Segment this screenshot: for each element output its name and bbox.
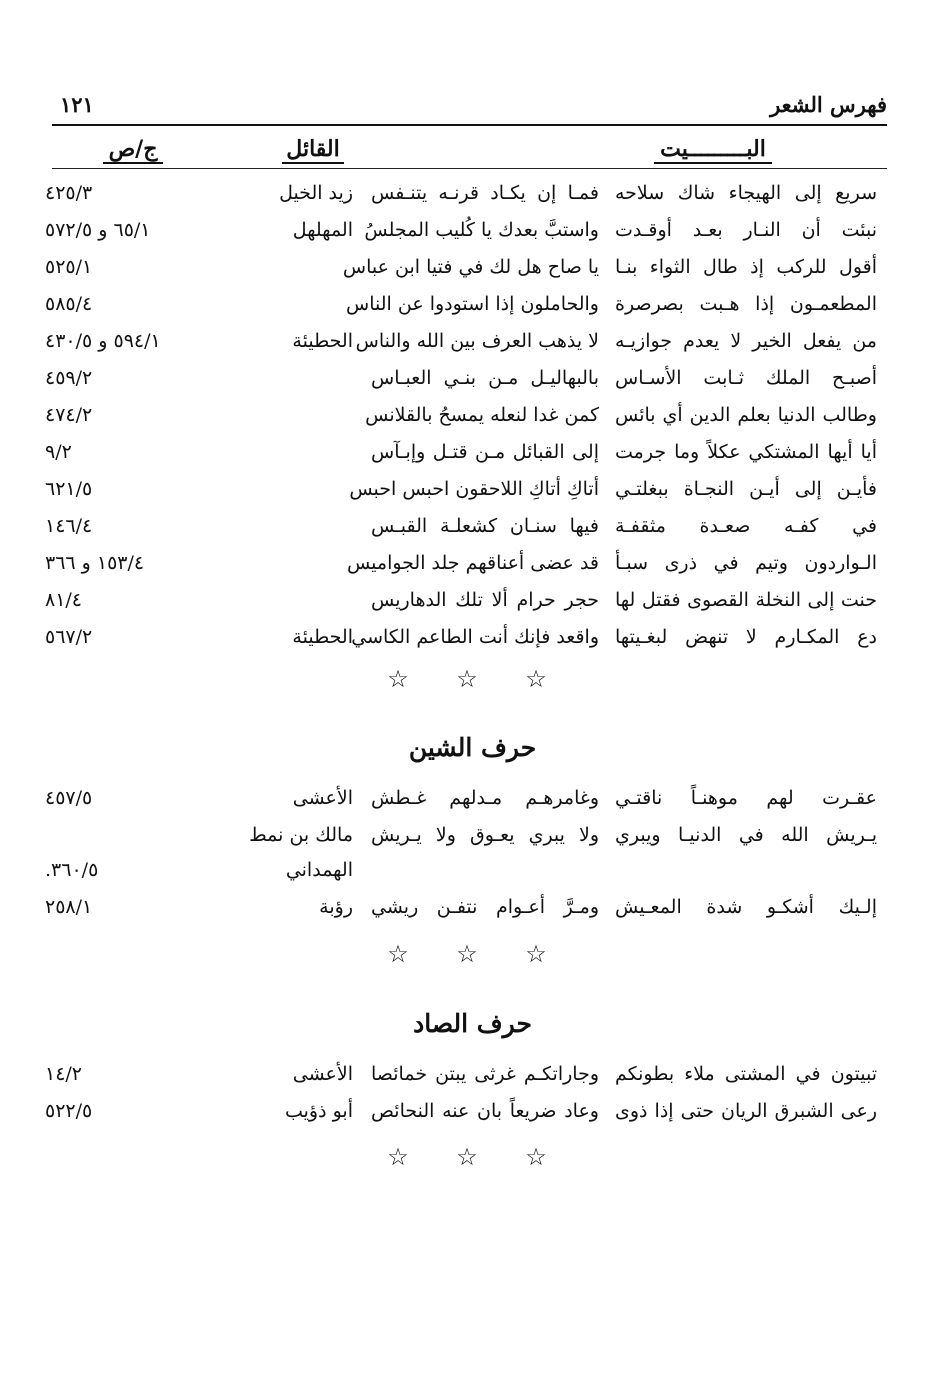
verse-second-hemistich: أتاكِ أتاكِ اللاحقون احبس احبس <box>349 478 599 500</box>
verse-second-hemistich: فيها سنـان كشعلـة القبـس <box>371 515 599 537</box>
volume-page-ref: ٥٨٥/٤ <box>45 293 93 315</box>
volume-page-ref: ٥٢٥/١ <box>45 256 93 278</box>
verse-second-hemistich: والحاملون إذا استودوا عن الناس <box>346 293 599 315</box>
index-row <box>0 212 945 248</box>
index-row <box>0 434 945 470</box>
column-header-verse: البـــــــــيت <box>593 136 833 168</box>
section-divider-stars <box>0 939 945 969</box>
volume-page-ref: ٤٥٧/٥ <box>45 787 93 809</box>
volume-page-ref: ٥٦٧/٢ <box>45 626 93 648</box>
verse-second-hemistich: ومـرَّ أعـوام نتفـن ريشي <box>371 896 599 918</box>
star-icon: ☆ <box>525 1143 547 1171</box>
verse-first-hemistich: فأيـن إلى أيـن النجـاة ببغلتـي <box>615 478 877 500</box>
poet-name: الحطيئة <box>292 626 353 648</box>
index-row <box>0 780 945 816</box>
verse-first-hemistich: أيا أيها المشتكي عكلاً وما جرمت <box>615 441 877 463</box>
volume-page-ref: ٨١/٤ <box>45 589 83 611</box>
verse-second-hemistich: واستبَّ بعدك يا كُليب المجلسُ <box>364 219 599 241</box>
verse-first-hemistich: حنت إلى النخلة القصوى فقتل لها <box>615 589 877 611</box>
volume-page-ref: ٣٦٠/٥. <box>45 859 99 881</box>
index-row <box>0 817 945 853</box>
index-row <box>0 360 945 396</box>
index-row <box>0 889 945 925</box>
star-icon: ☆ <box>525 665 547 693</box>
verse-first-hemistich: من يفعل الخير لا يعدم جوازيـه <box>615 330 877 352</box>
verse-first-hemistich: المطعمـون إذا هـبت بصرصرة <box>615 293 877 315</box>
verse-first-hemistich: دع المكـارم لا تنهض لبغـيتها <box>615 626 877 648</box>
running-title: فهرس الشعر <box>770 92 887 117</box>
volume-page-ref: ١٤٦/٤ <box>45 515 93 537</box>
verse-second-hemistich: كمن غدا لنعله يمسحُ بالقلانس <box>365 404 599 426</box>
volume-page-ref: ٦٢١/٥ <box>45 478 93 500</box>
index-row <box>0 1093 945 1129</box>
volume-page-ref: ٩/٢ <box>45 441 72 463</box>
running-head <box>52 92 893 122</box>
verse-second-hemistich: قد عضى أعناقهم جلد الجواميس <box>346 552 599 574</box>
verse-first-hemistich: وطالب الدنيا بعلم الدين أي بائس <box>615 404 877 426</box>
index-row <box>0 249 945 285</box>
poet-name: الهمداني <box>285 859 353 881</box>
verse-second-hemistich: وجاراتكـم غرثى يبتن خمائصا <box>371 1063 599 1085</box>
star-icon: ☆ <box>456 1143 478 1171</box>
column-header-reference: ج/ص <box>73 136 193 168</box>
section-heading-sad: حرف الصاد <box>413 1009 532 1038</box>
verse-second-hemistich: فمـا إن يكـاد قرنـه يتنـفس <box>371 182 599 204</box>
verse-second-hemistich: حجر حرام ألا تلك الدهاريس <box>371 589 599 611</box>
verse-first-hemistich: إلـيك أشكـو شدة المعـيش <box>615 896 877 918</box>
verse-first-hemistich: في كفـه صعـدة مثقفـة <box>615 515 877 537</box>
volume-page-ref: ٤٥٩/٢ <box>45 367 93 389</box>
index-row <box>0 852 945 888</box>
verse-second-hemistich: بالبهاليـل مـن بنـي العبـاس <box>371 367 599 389</box>
star-icon: ☆ <box>387 940 409 968</box>
index-row <box>0 545 945 581</box>
section-divider-stars <box>0 664 945 694</box>
index-row <box>0 508 945 544</box>
verse-first-hemistich: نبئت أن النـار بعـد أوقـدت <box>615 219 877 241</box>
page-number: ١٢١ <box>60 92 94 117</box>
section-heading-shin: حرف الشين <box>408 733 537 762</box>
index-row <box>0 323 945 359</box>
volume-page-ref: ٢٥٨/١ <box>45 896 93 918</box>
verse-first-hemistich: أصبـح الملك ثـابت الأسـاس <box>615 367 877 389</box>
verse-first-hemistich: تبيتون في المشتى ملاء بطونكم <box>615 1063 877 1085</box>
index-row <box>0 1056 945 1092</box>
volume-page-ref: ١٤/٢ <box>45 1063 83 1085</box>
verse-first-hemistich: أقول للركب إذ طال الثواء بنـا <box>615 256 877 278</box>
verse-first-hemistich: رعى الشبرق الريان حتى إذا ذوى <box>615 1100 877 1122</box>
index-row <box>0 471 945 507</box>
poet-name: زيد الخيل <box>279 182 353 204</box>
column-header-poet: القائل <box>263 136 363 168</box>
volume-page-ref: ٤٢٥/٣ <box>45 182 93 204</box>
star-icon: ☆ <box>387 665 409 693</box>
verse-first-hemistich: يـريش الله في الدنيـا ويبري <box>615 824 877 846</box>
index-row <box>0 397 945 433</box>
poet-name: رؤبة <box>319 896 353 918</box>
index-row <box>0 582 945 618</box>
header-rule <box>52 124 887 126</box>
poet-name: الأعشى <box>292 1063 353 1085</box>
index-row <box>0 175 945 211</box>
verse-first-hemistich: سريع إلى الهيجاء شاك سلاحه <box>615 182 877 204</box>
column-header-rule <box>52 168 887 169</box>
volume-page-ref: ٤٧٤/٢ <box>45 404 93 426</box>
star-icon: ☆ <box>456 940 478 968</box>
verse-second-hemistich: إلى القبائل مـن قتـل وإبـآس <box>371 441 599 463</box>
verse-second-hemistich: ولا يبري يعـوق ولا يـريش <box>371 824 599 846</box>
volume-page-ref: ٥٩٤/١ و ٤٣٠/٥ <box>45 330 161 352</box>
verse-first-hemistich: الـواردون وتيم في ذرى سبـأ <box>615 552 877 574</box>
volume-page-ref: ٥٢٢/٥ <box>45 1100 93 1122</box>
star-icon: ☆ <box>387 1143 409 1171</box>
verse-first-hemistich: عقـرت لهم موهنـاً ناقتـي <box>615 787 877 809</box>
verse-second-hemistich: واقعد فإنك أنت الطاعم الكاسي <box>351 626 599 648</box>
star-icon: ☆ <box>456 665 478 693</box>
verse-second-hemistich: وعاد ضريعاً بان عنه النحائص <box>371 1100 599 1122</box>
poet-name: الأعشى <box>292 787 353 809</box>
poet-name: أبو ذؤيب <box>284 1100 353 1122</box>
section-divider-stars <box>0 1142 945 1172</box>
verse-second-hemistich: يا صاح هل لك في فتيا ابن عباس <box>342 256 599 278</box>
verse-second-hemistich: وغامرهـم مـدلهم غـطش <box>371 787 599 809</box>
poet-name: الحطيئة <box>292 330 353 352</box>
poet-name: المهلهل <box>292 219 353 241</box>
volume-page-ref: ١٥٣/٤ و ٣٦٦ <box>45 552 145 574</box>
volume-page-ref: ٦٥/١ و ٥٧٢/٥ <box>45 219 151 241</box>
index-row <box>0 286 945 322</box>
poet-name: مالك بن نمط <box>249 824 353 846</box>
verse-second-hemistich: لا يذهب العرف بين الله والناس <box>355 330 599 352</box>
star-icon: ☆ <box>525 940 547 968</box>
index-row <box>0 619 945 655</box>
